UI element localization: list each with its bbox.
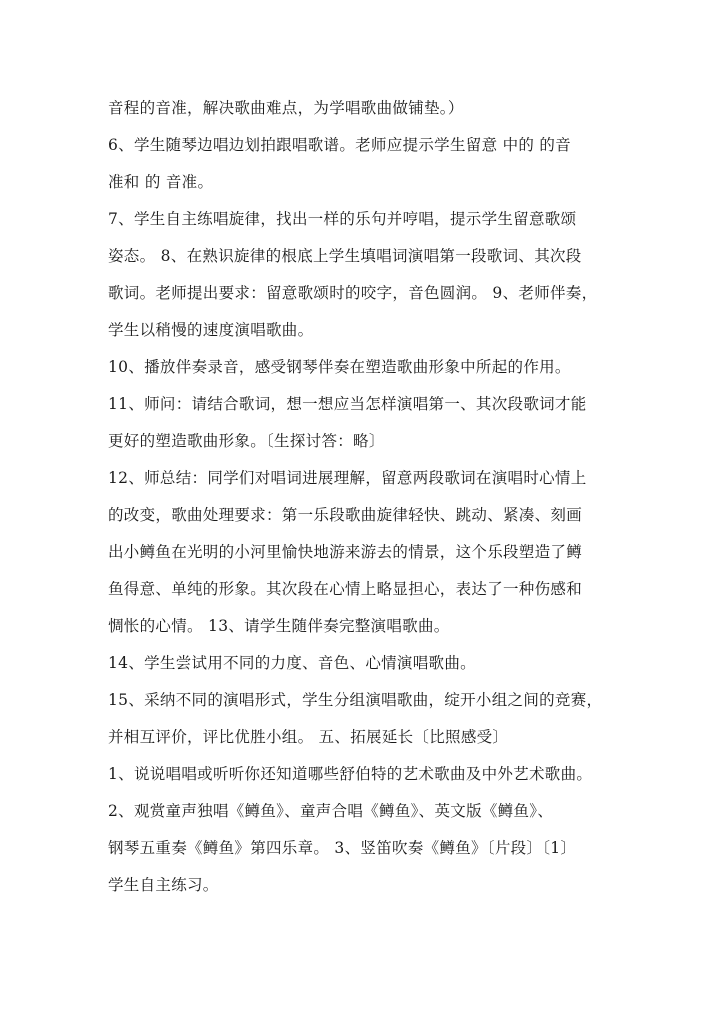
- text-line: 12、师总结：同学们对唱词进展理解，留意两段歌词在演唱时心情上: [108, 469, 587, 487]
- text-line: 出小鳟鱼在光明的小河里愉快地游来游去的情景，这个乐段塑造了鳟: [108, 543, 583, 561]
- text-line: 惆怅的心情。 13、请学生随伴奏完整演唱歌曲。: [108, 617, 450, 635]
- text-line: 准和 的 音准。: [108, 173, 214, 191]
- text-line: 学生自主练习。: [108, 876, 219, 894]
- text-line: 7、学生自主练唱旋律，找出一样的乐句并哼唱，提示学生留意歌颂: [108, 210, 577, 228]
- text-line: 2、观赏童声独唱《鳟鱼》、童声合唱《鳟鱼》、英文版《鳟鱼》、: [108, 802, 554, 820]
- text-line: 并相互评价，评比优胜小组。 五、拓展延长〔比照感受〕: [108, 728, 509, 746]
- text-line: 学生以稍慢的速度演唱歌曲。: [108, 321, 314, 339]
- body-text: [108, 90, 628, 904]
- text-line: 11、师问：请结合歌词，想一想应当怎样演唱第一、其次段歌词才能: [108, 395, 587, 413]
- text-line: 更好的塑造歌曲形象。〔生探讨答：略〕: [108, 432, 385, 450]
- text-line: 歌词。老师提出要求：留意歌颂时的咬字，音色圆润。 9、老师伴奏，: [108, 284, 598, 302]
- text-line: 14、学生尝试用不同的力度、音色、心情演唱歌曲。: [108, 654, 476, 672]
- text-line: 钢琴五重奏《鳟鱼》第四乐章。 3、竖笛吹奏《鳟鱼》〔片段〕〔1〕: [108, 839, 577, 857]
- text-line: 6、学生随琴边唱边划拍跟唱歌谱。老师应提示学生留意 中的 的音: [108, 136, 572, 154]
- text-line: 鱼得意、单纯的形象。其次段在心情上略显担心，表达了一种伤感和: [108, 580, 583, 598]
- text-line: 10、播放伴奏录音，感受钢琴伴奏在塑造歌曲形象中所起的作用。: [108, 358, 571, 376]
- text-line: 1、说说唱唱或听听你还知道哪些舒伯特的艺术歌曲及中外艺术歌曲。: [108, 765, 593, 783]
- text-line: 姿态。 8、在熟识旋律的根底上学生填唱词演唱第一段歌词、其次段: [108, 247, 582, 265]
- text-line: 15、采纳不同的演唱形式，学生分组演唱歌曲，绽开小组之间的竞赛，: [108, 691, 603, 709]
- text-line: 的改变，歌曲处理要求：第一乐段歌曲旋律轻快、跳动、紧凑、刻画: [108, 506, 583, 524]
- text-line: 音程的音准，解决歌曲难点，为学唱歌曲做铺垫。）: [108, 99, 464, 117]
